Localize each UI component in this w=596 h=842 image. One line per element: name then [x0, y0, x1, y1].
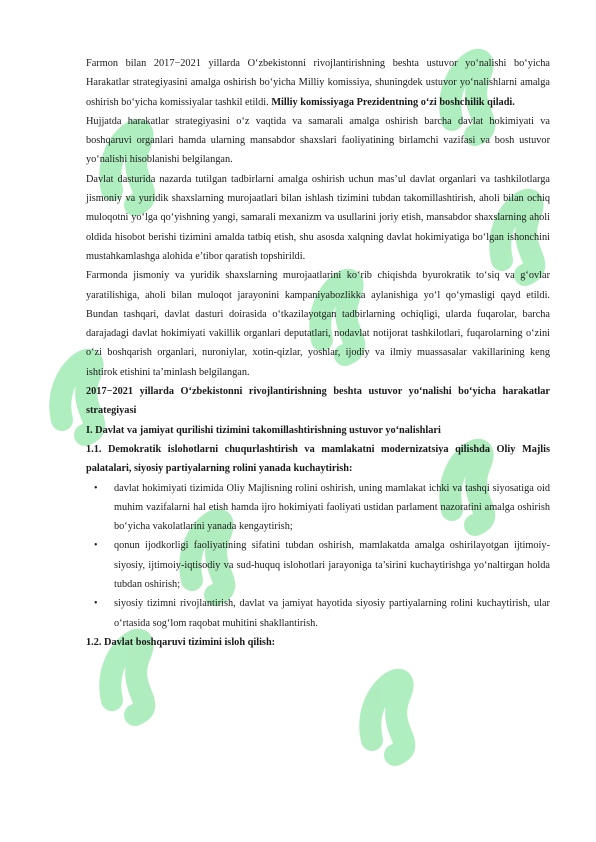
- paragraph-state-program: Davlat dasturida nazarda tutilgan tadbirlarni amalga oshirish uchun mas’ul davlat organlari va tashkilotlarga jismoniy va yuridik shaxslarning murojaatlari bilan ishlash tizimini tubdan takomillashtirish, aholi bilan ochiq muloqotni yo‘lga qo‘yishning yangi, samarali mexanizm va usullarini joriy etish, mansabdor shaxslarning aholi oldida hisobot berishi tizimini amalda tatbiq etish, shu asosda xalqning davlat hokimiyatiga bo‘lgan ishonchini mustahkamlashga alohida e’tibor qaratish topshirildi.: [86, 173, 550, 262]
- subsection-1-2-title: 1.2. Davlat boshqaruvi tizimini isloh qilish:: [86, 636, 276, 648]
- paragraph-bold-tail: Milliy komissiyaga Prezidentning o‘zi boshchilik qiladi.: [271, 96, 515, 108]
- paragraph-decree-appeals: Farmonda jismoniy va yuridik shaxslarning murojaatlarini ko‘rib chiqishda byurokratik to‘siq va g‘ovlar yaratilishiga, aholi bilan muloqot jarayonini kampaniyabozlikka aylanishiga yo‘l qo‘ymasligi qayd etildi. Bundan tashqari, davlat dasturi doirasida o‘tkazilayotgan tadbirlarning ochiqligi, ularda fuqarolar, barcha darajadagi davlat hokimiyati vakillik organlari deputatlari, nodavlat notijorat tashkilotlari, fuqarolarning o‘zini o‘zi boshqarish organlari, nuroniylar, xotin-qizlar, yoshlar, ijodiy va ilmiy muassasalar vakillarining keng ishtirok etishini ta’minlash belgilangan.: [86, 270, 550, 378]
- strategy-title: 2017−2021 yillarda O‘zbekistonni rivojlantirishning beshta ustuvor yo‘nalishi bo‘yicha harakatlar strategiyasi: [86, 386, 550, 417]
- paragraph-strategy-implementation: Hujjatda harakatlar strategiyasini o‘z vaqtida va samarali amalga oshirish barcha davlat hokimiyati va boshqaruvi organlari hamda ularning mansabdor shaxslari faoliyatining birlamchi vazifasi va bosh ustuvor yo‘nalishi hisoblanishi belgilangan.: [86, 115, 550, 166]
- bullet-list: [86, 479, 550, 633]
- document-body: [86, 54, 550, 652]
- bullet-icon: •: [94, 540, 98, 552]
- list-item: [86, 479, 550, 537]
- section-1-title: I. Davlat va jamiyat qurilishi tizimini takomillashtirishning ustuvor yo‘nalishlari: [86, 424, 441, 436]
- bullet-icon: •: [94, 482, 98, 494]
- bullet-icon: •: [94, 598, 98, 610]
- list-item-text: davlat hokimiyati tizimida Oliy Majlisning rolini oshirish, uning mamlakat ichki va tashqi siyosatiga oid muhim vazifalarni hal etish hamda ijro hokimiyati faoliyati ustidan parlament nazoratini amalga oshirish bo‘yicha vakolatlarini yanada kengaytirish;: [114, 482, 550, 533]
- list-item: [86, 536, 550, 594]
- paragraph-commission: [86, 54, 550, 112]
- list-item: [86, 594, 550, 633]
- paragraph-text: Farmon bilan 2017−2021 yillarda O‘zbekistonni rivojlantirishning beshta ustuvor yo‘nalishi bo‘yicha Harakatlar strategiyasini amalga oshirish bo‘yicha Milliy komissiya, shuningdek ustuvor yo‘nalishlarni amalga oshirish bo‘yicha komissiyalar tashkil etildi.: [86, 58, 550, 108]
- subsection-1-1-title: 1.1. Demokratik islohotlarni chuqurlashtirish va mamlakatni modernizatsiya qilishda Oliy Majlis palatalari, siyosiy partiyalarning rolini yanada kuchaytirish:: [86, 443, 550, 475]
- list-item-text: siyosiy tizimni rivojlantirish, davlat va jamiyat hayotida siyosiy partiyalarning rolini kuchaytirish, ular o‘rtasida sog‘lom raqobat muhitini shakllantirish.: [114, 598, 550, 629]
- list-item-text: qonun ijodkorligi faoliyatining sifatini tubdan oshirish, mamlakatda amalga oshirilayotgan ijtimoiy-siyosiy, ijtimoiy-iqtisodiy va sud-huquq islohotlari jarayoniga ta’sirini kuchaytirishga yo‘naltirgan holda tubdan oshirish;: [114, 540, 550, 591]
- watermark-mark: [370, 680, 404, 755]
